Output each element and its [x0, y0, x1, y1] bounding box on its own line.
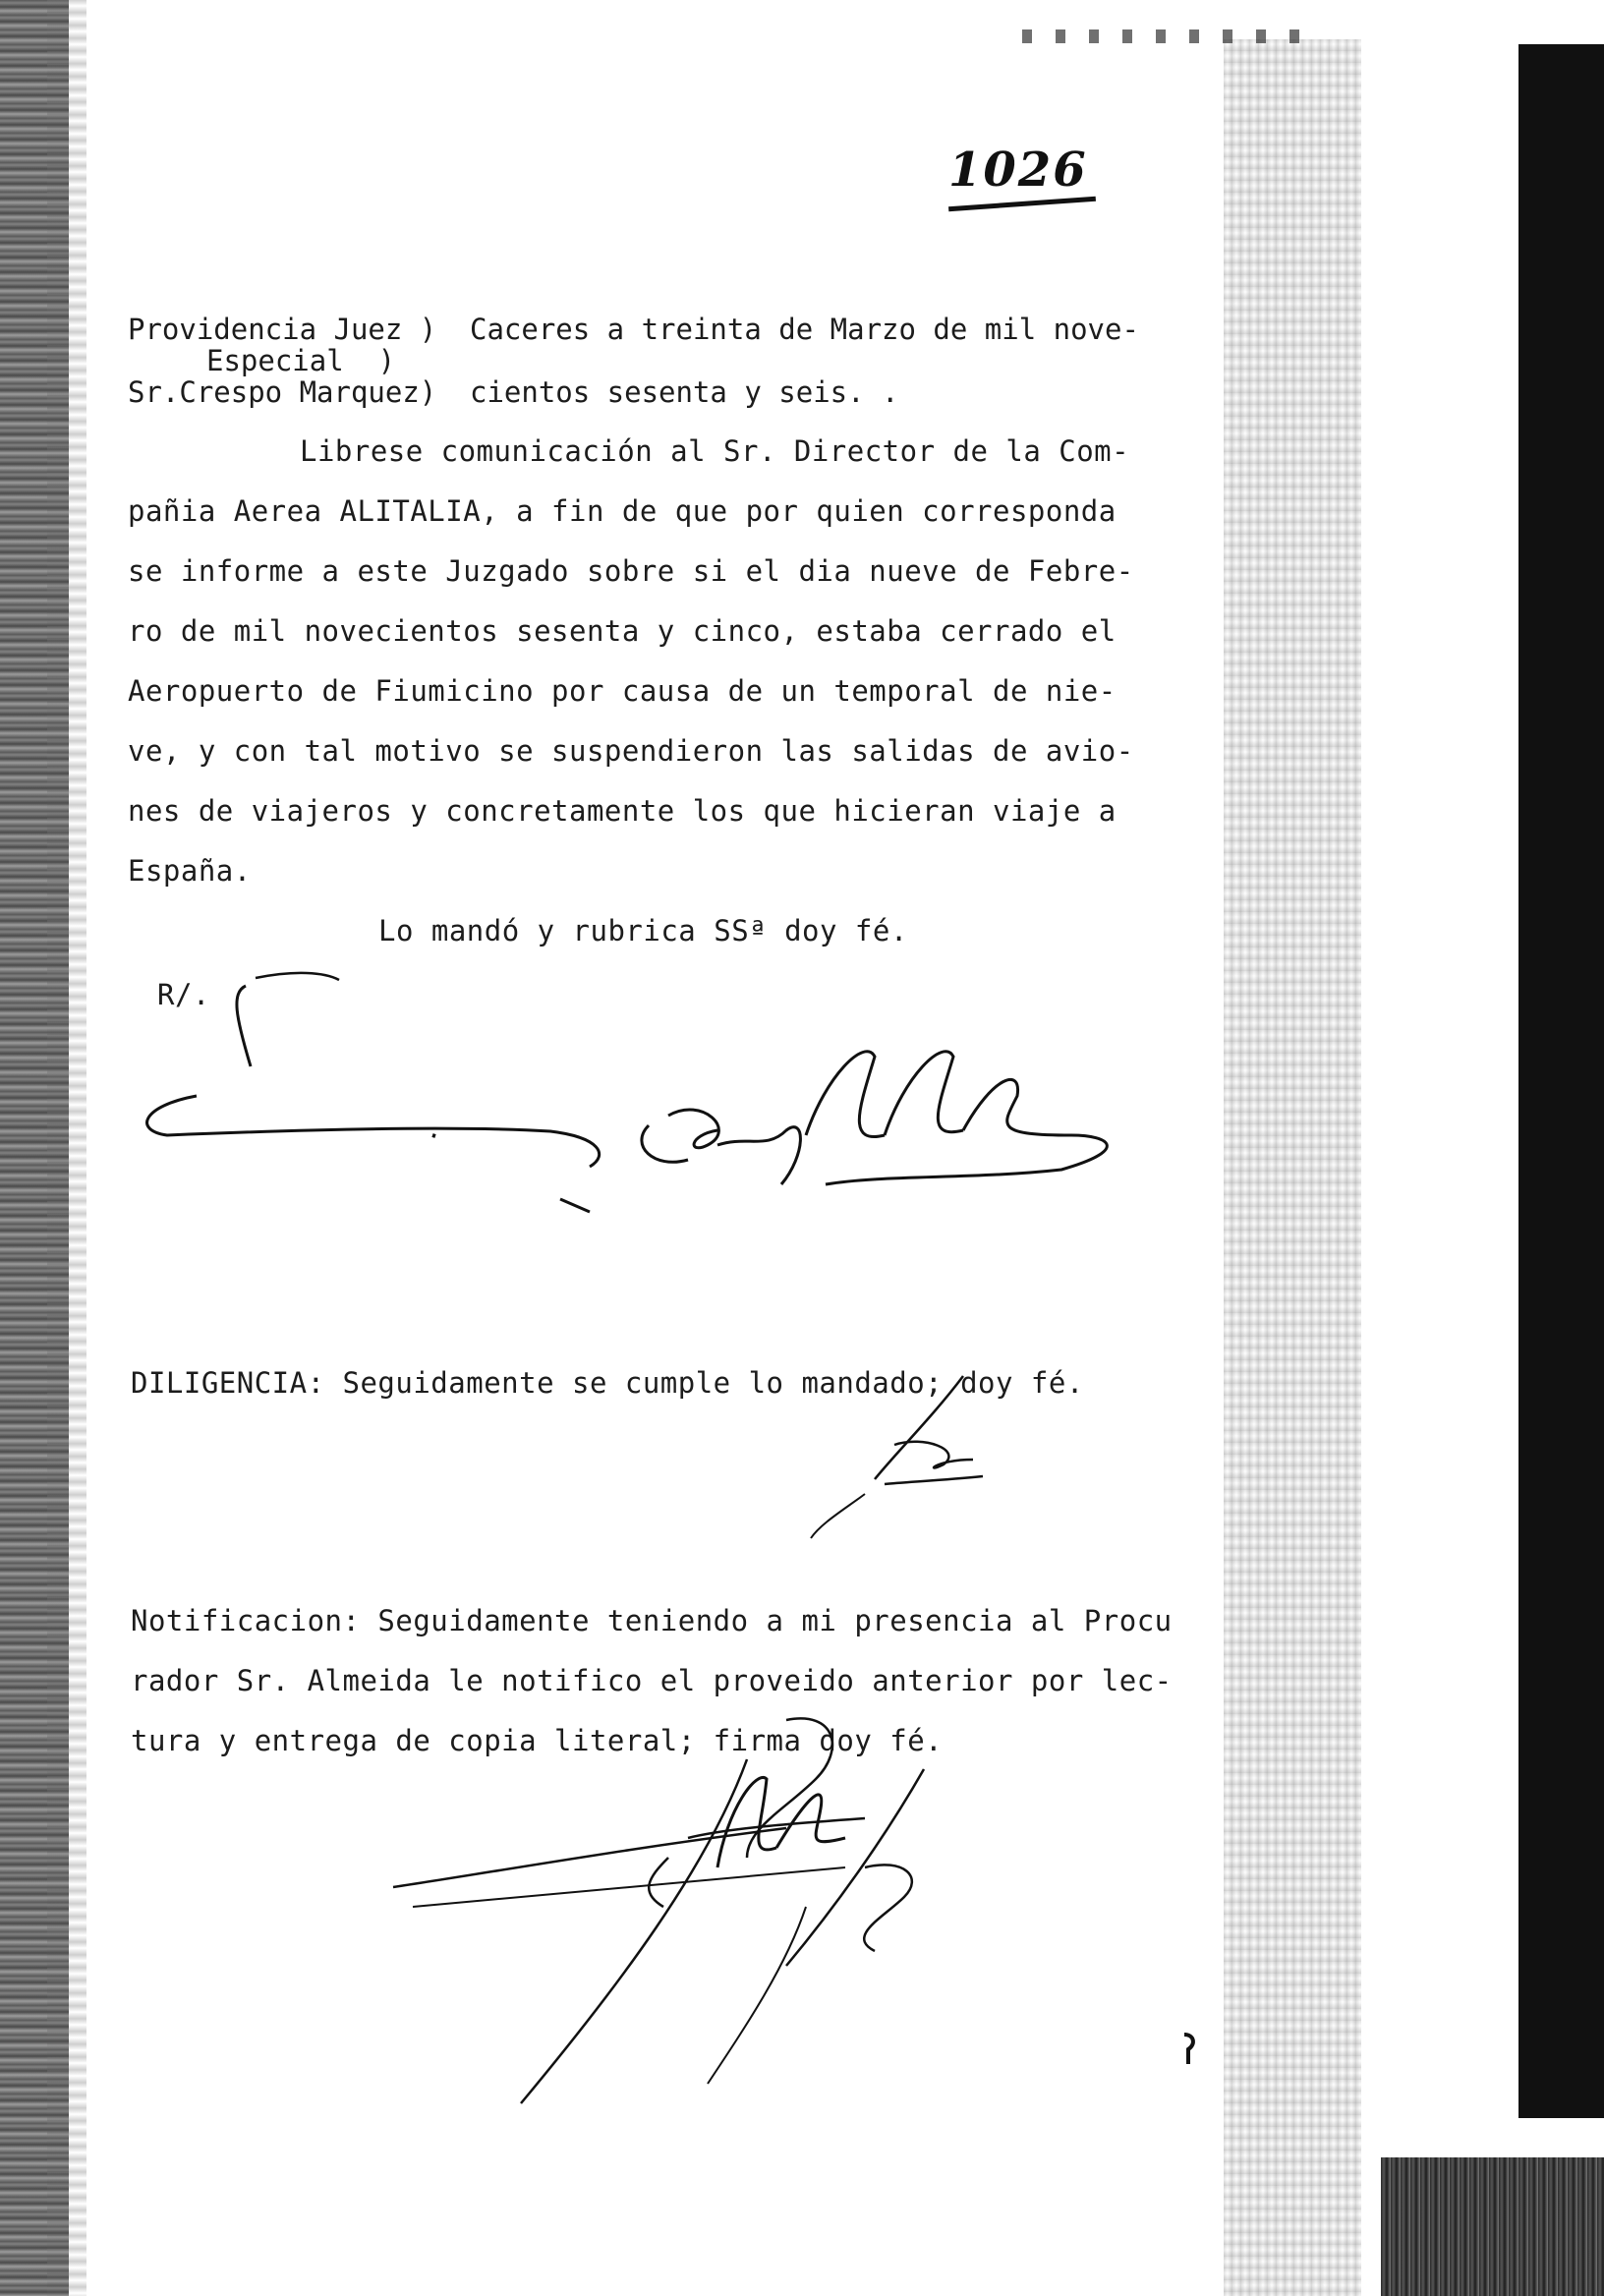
folio-underline: [948, 197, 1096, 211]
procurador-signature: [373, 1710, 1120, 2123]
body-line-1: Librese comunicación al Sr. Director de la Com-: [300, 434, 1130, 468]
scan-right-speckle: [1224, 39, 1361, 2296]
scan-top-strip: [1022, 29, 1317, 43]
body-line-7: nes de viajeros y concretamente los que hicieran viaje a: [128, 794, 1117, 828]
header-right-line-1: Caceres a treinta de Marzo de mil nove-: [470, 313, 1139, 346]
body-line-3: se informe a este Juzgado sobre si el dia nueve de Febre-: [128, 554, 1134, 588]
header-right-line-2: cientos sesenta y seis. .: [470, 375, 899, 409]
notificacion-line-1: Notificacion: Seguidamente teniendo a mi presencia al Procu: [131, 1604, 1173, 1637]
body-line-6: ve, y con tal motivo se suspendieron las salidas de avio-: [128, 734, 1134, 768]
notificacion-line-3: tura y entrega de copia literal; firma doy fé.: [131, 1724, 944, 1757]
closing-line: Lo mandó y rubrica SSª doy fé.: [378, 914, 908, 947]
rubric-mark: R/.: [157, 978, 210, 1011]
body-line-4: ro de mil novecientos sesenta y cinco, estaba cerrado el: [128, 614, 1117, 648]
folio-number: 1026: [948, 143, 1088, 198]
body-line-2: pañia Aerea ALITALIA, a fin de que por quien corresponda: [128, 494, 1117, 528]
body-line-8: España.: [128, 854, 252, 888]
header-left-line-1: Providencia Juez ): [128, 313, 437, 346]
header-left-line-3: Sr.Crespo Marquez): [128, 375, 437, 409]
diligencia-line: DILIGENCIA: Seguidamente se cumple lo mandado; doy fé.: [131, 1366, 1084, 1400]
scan-right-bar: [1518, 44, 1604, 2118]
diligencia-signature: [786, 1366, 1042, 1543]
scan-bottom-right-block: [1381, 2157, 1604, 2296]
notificacion-line-2: rador Sr. Almeida le notifico el proveido anterior por lec-: [131, 1664, 1173, 1697]
body-line-5: Aeropuerto de Fiumicino por causa de un temporal de nie-: [128, 674, 1117, 708]
scan-left-edge-shadow: [47, 0, 86, 2296]
stray-mark: [1174, 2030, 1204, 2069]
judge-signature: [138, 958, 1199, 1234]
header-left-line-2: Especial ): [206, 344, 396, 377]
